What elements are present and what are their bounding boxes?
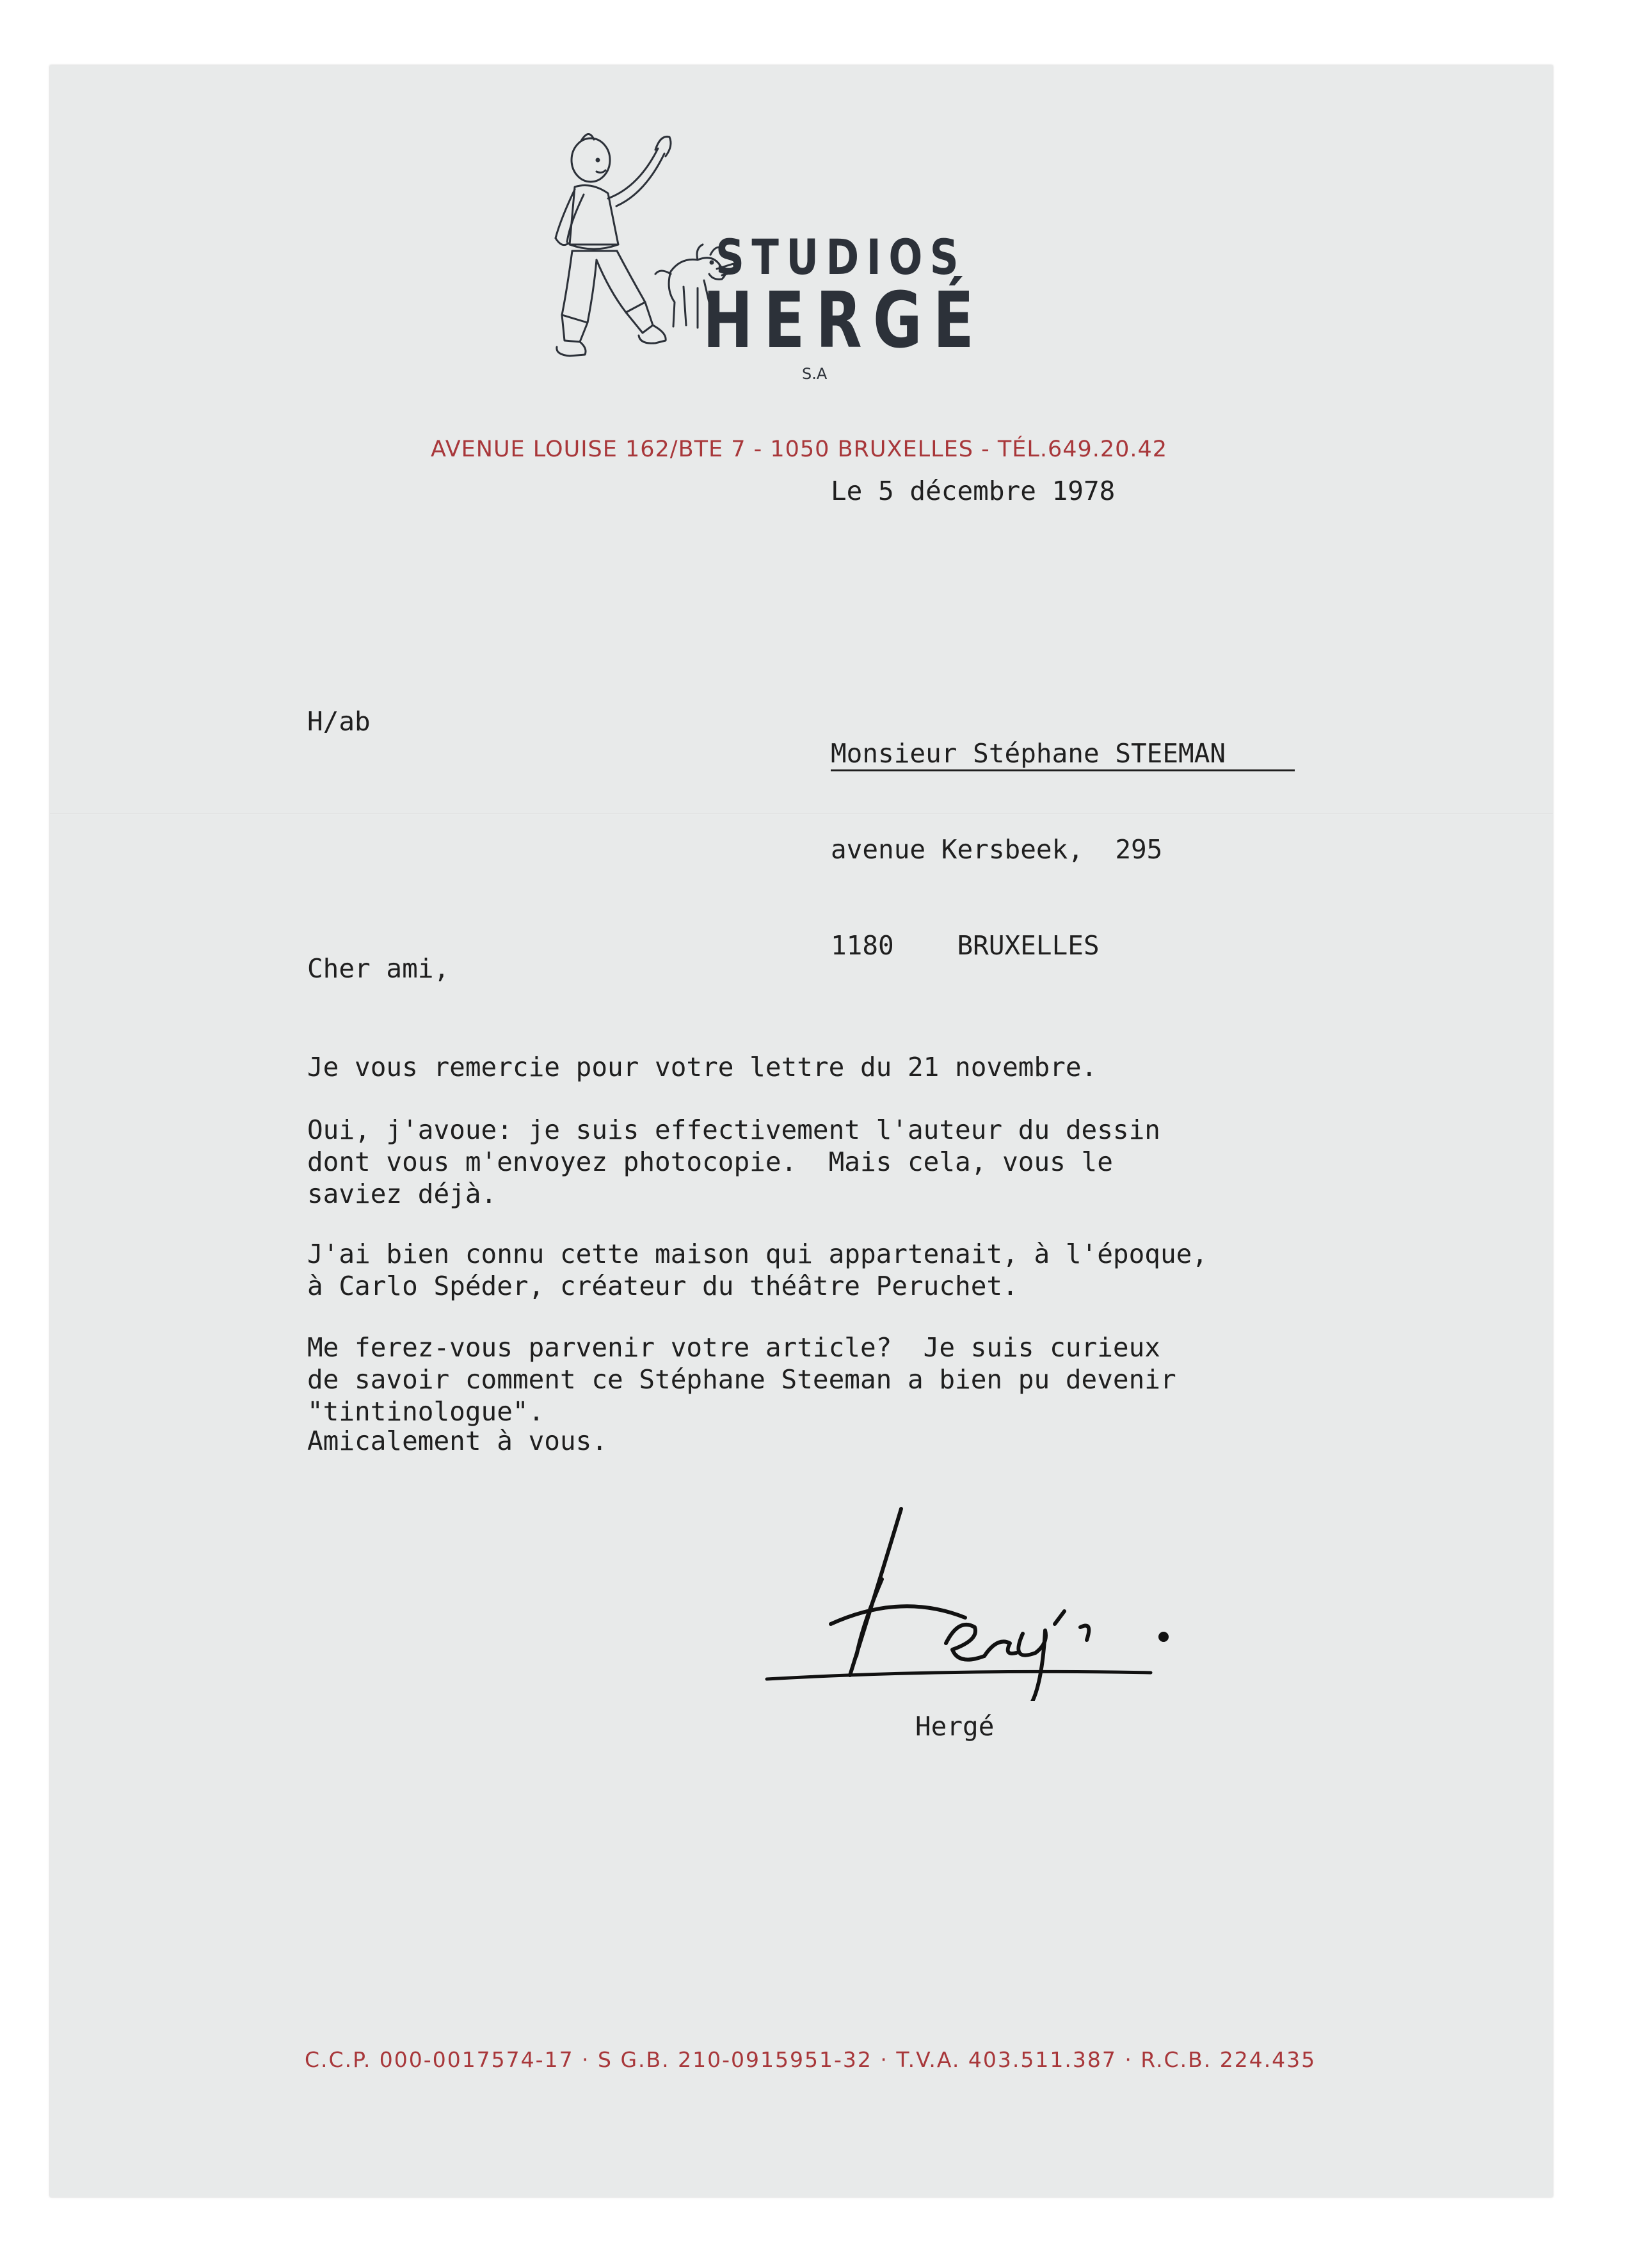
fold-crease — [50, 813, 1553, 814]
recipient-address — [831, 673, 1226, 1025]
brand-studios: STUDIOS — [716, 229, 966, 286]
brand-suffix: S.A — [802, 365, 828, 383]
recipient-line: 1180 BRUXELLES — [831, 930, 1100, 961]
reference-code: H/ab — [307, 706, 371, 737]
paragraph: Je vous remercie pour votre lettre du 21 novembre. — [307, 1052, 1098, 1082]
recipient-line: Monsieur Stéphane STEEMAN — [831, 738, 1226, 769]
brand-herge: HERGÉ — [703, 277, 985, 366]
letter-sheet — [50, 65, 1553, 2197]
letterhead-address: AVENUE LOUISE 162/BTE 7 - 1050 BRUXELLES - TÉL.649.20.42 — [431, 437, 1168, 462]
closing: Amicalement à vous. — [307, 1426, 607, 1456]
paragraph: Oui, j'avoue: je suis effectivement l'auteur du dessin dont vous m'envoyez photocopie. Mais cela, vous le saviez déjà. — [307, 1114, 1160, 1209]
paragraph: J'ai bien connu cette maison qui appartenait, à l'époque, à Carlo Spéder, créateur du théâtre Peruchet. — [307, 1239, 1208, 1301]
letter-date: Le 5 décembre 1978 — [831, 476, 1116, 506]
recipient-underline — [831, 769, 1295, 771]
signer-name: Hergé — [915, 1711, 995, 1742]
paragraph: Me ferez-vous parvenir votre article? Je suis curieux de savoir comment ce Stéphane Steeman a bien pu devenir "tintinologue". — [307, 1332, 1176, 1427]
handwritten-signature-icon — [754, 1496, 1266, 1701]
recipient-line: avenue Kersbeek, 295 — [831, 834, 1163, 865]
footer-registration: C.C.P. 000-0017574-17 · S G.B. 210-0915951-32 · T.V.A. 403.511.387 · R.C.B. 224.435 — [305, 2047, 1317, 2072]
salutation: Cher ami, — [307, 953, 450, 984]
